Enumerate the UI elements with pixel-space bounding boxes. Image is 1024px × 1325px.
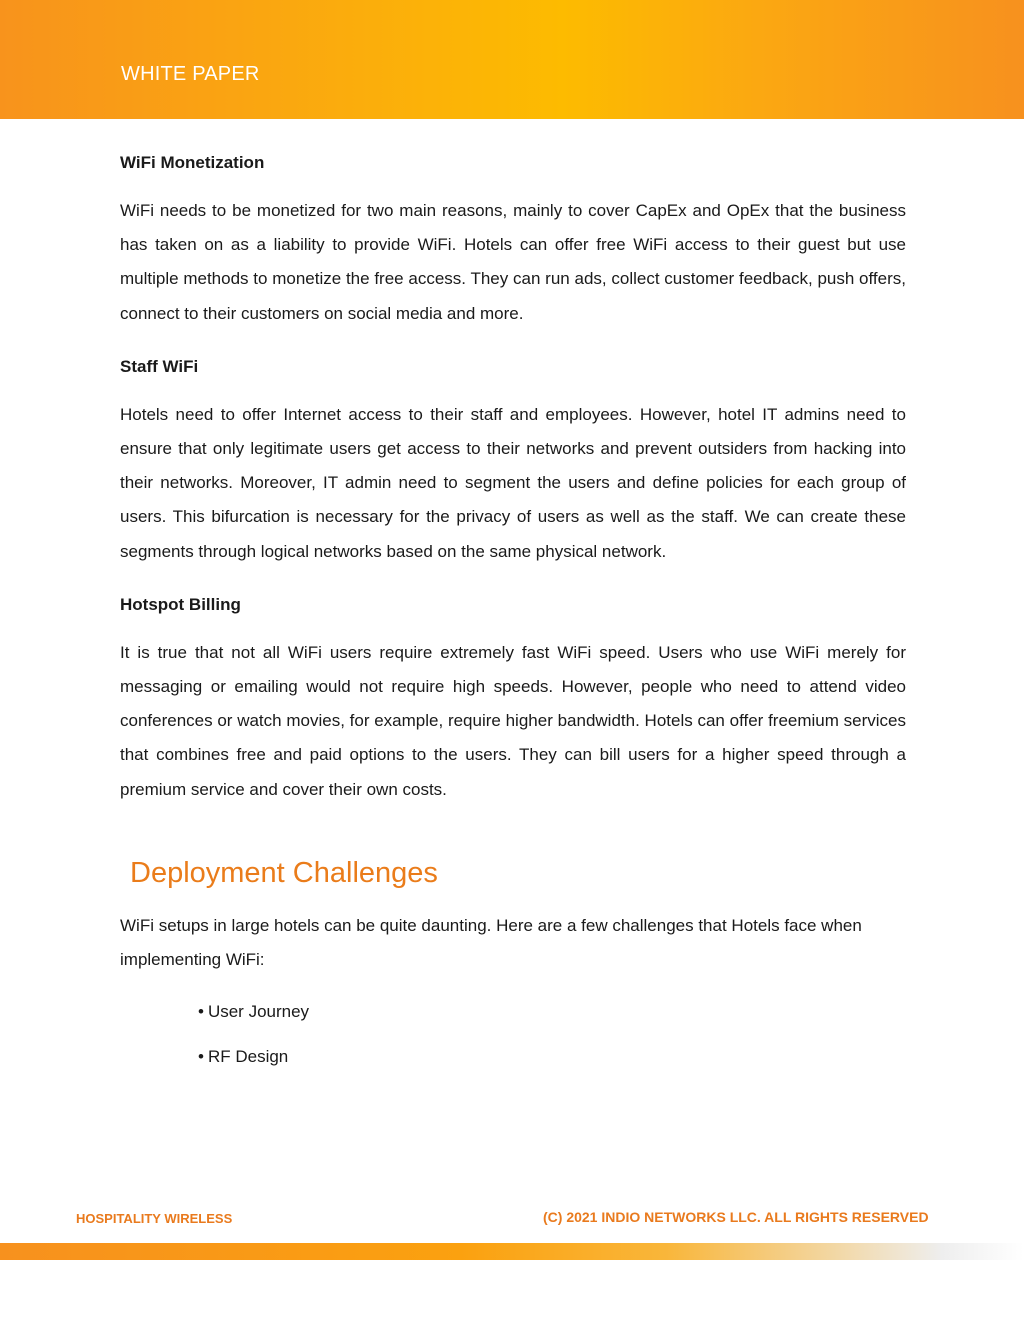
list-item (198, 1001, 906, 1023)
section-hotspot-billing (120, 592, 906, 807)
challenges-list (198, 1001, 906, 1068)
deployment-challenges-heading: Deployment Challenges (130, 856, 438, 889)
header-banner (0, 0, 1024, 119)
section-staff-wifi (120, 354, 906, 569)
list-item-label: User Journey (207, 1002, 310, 1022)
section-paragraph: WiFi needs to be monetized for two main reasons, mainly to cover CapEx and OpEx that the business has taken on as a liability to provide WiFi. Hotels can offer free WiFi access to their guest but use multiple methods to monetize the free access. They can run ads, collect customer feedback, push offers, connect to their customers on social media and more. (120, 201, 906, 323)
section-wifi-monetization (120, 150, 906, 331)
section-heading: Staff WiFi (120, 356, 199, 376)
deployment-intro-paragraph: WiFi setups in large hotels can be quite daunting. Here are a few challenges that Hotels face when implementing WiFi: (120, 915, 862, 970)
bullet-icon: • (198, 1002, 204, 1022)
list-item-label: RF Design (207, 1047, 289, 1067)
footer-banner (0, 1243, 1024, 1260)
section-paragraph: Hotels need to offer Internet access to their staff and employees. However, hotel IT admins need to ensure that only legitimate users get access to their networks and prevent outsiders from hacking into their networks. Moreover, IT admin need to segment the users and define policies for each group of users. This bifurcation is necessary for the privacy of users as well as the staff. We can create these segments through logical networks based on the same physical network. (120, 404, 906, 561)
main-content (120, 150, 906, 1091)
section-heading: Hotspot Billing (120, 594, 241, 614)
document-type-label: WHITE PAPER (121, 63, 260, 85)
footer-copyright: (C) 2021 INDIO NETWORKS LLC. ALL RIGHTS RESERVED (543, 1209, 929, 1225)
section-heading: WiFi Monetization (120, 153, 265, 172)
bullet-icon: • (198, 1047, 204, 1067)
footer-publication-label: HOSPITALITY WIRELESS (76, 1211, 233, 1226)
list-item (198, 1046, 906, 1068)
section-paragraph: It is true that not all WiFi users require extremely fast WiFi speed. Users who use WiFi merely for messaging or emailing would not require high speeds. However, people who need to attend video conferences or watch movies, for example, require higher bandwidth. Hotels can offer freemium services that combines free and paid options to the users. They can bill users for a higher speed through a premium service and cover their own costs. (120, 642, 906, 799)
